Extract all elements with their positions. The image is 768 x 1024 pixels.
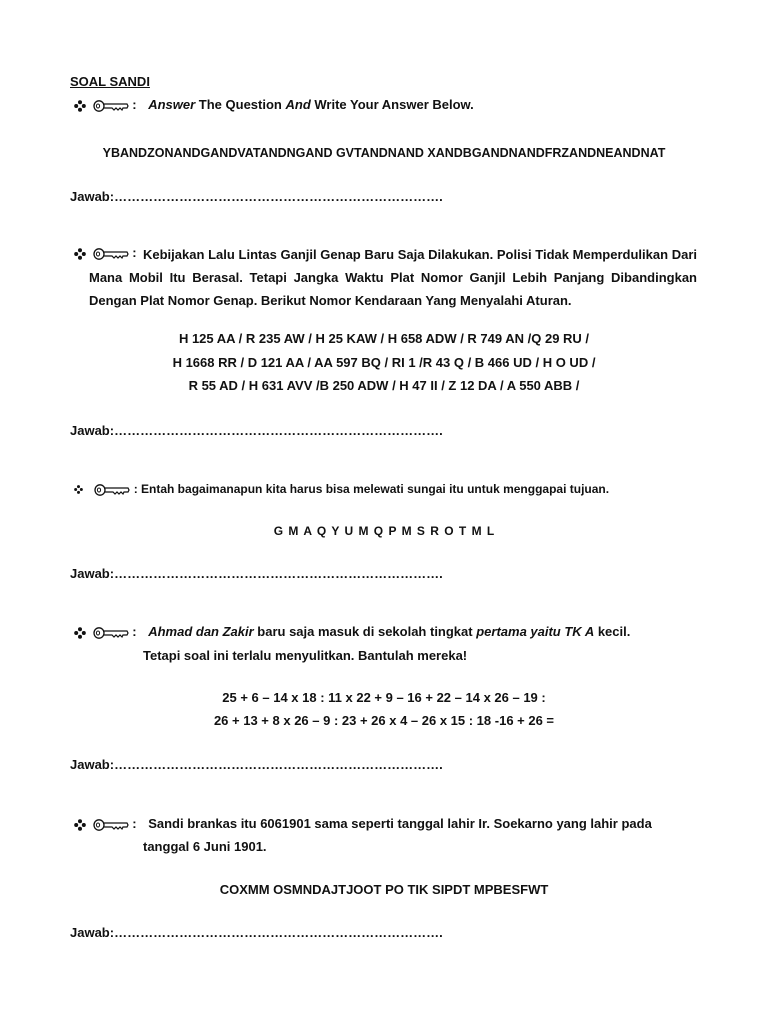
answer-line-4[interactable]: Jawab:…………………………………………………………………. [70,757,443,772]
q2-plates-line-3: R 55 AD / H 631 AVV /B 250 ADW / H 47 II / Z 12 DA / A 550 ABB / [188,378,580,393]
q5-line-2: tanggal 6 Juni 1901. [143,839,267,854]
q1-text-2: Write Your Answer Below. [310,97,474,112]
question-4-header [74,624,630,640]
colon: : [132,816,137,831]
question-3-header [74,482,609,497]
q3-text: : Entah bagaimanapun kita harus bisa melewati sungai itu untuk menggapai tujuan. [133,482,610,496]
q4-math-line-2: 26 + 13 + 8 x 26 – 9 : 23 + 26 x 4 – 26 x 15 : 18 -16 + 26 = [213,713,555,728]
q1-italic-and: And [285,97,311,112]
q2-plates-line-2: H 1668 RR / D 121 AA / AA 597 BQ / RI 1 /R 43 Q / B 466 UD / H O UD / [172,355,596,370]
key-icon [93,626,129,640]
q4-text-1: baru saja masuk di sekolah tingkat [253,624,477,639]
answer-line-2[interactable]: Jawab:…………………………………………………………………. [70,423,443,438]
diamond-bullet-icon [74,248,86,260]
diamond-bullet-icon [74,485,83,494]
q4-italic-names: Ahmad dan Zakir [148,624,254,639]
answer-line-3[interactable]: Jawab:…………………………………………………………………. [70,566,443,581]
diamond-bullet-icon [74,100,86,112]
q2-text: Kebijakan Lalu Lintas Ganjil Genap Baru Saja Dilakukan. Polisi Tidak Memperdulikan Dari Mana Mobil Itu Berasal. Tetapi Jangka Waktu Plat Nomor Ganjil Lebih Panjang Dibandingkan Dengan Plat Nomor Genap. Berikut Nomor Kendaraan Yang Menyalahi Aturan. [89,247,697,308]
diamond-bullet-icon [74,627,86,639]
q5-cipher: COXMM OSMNDAJTJOOT PO TIK SIPDT MPBESFWT [219,882,549,897]
q4-line-2: Tetapi soal ini terlalu menyulitkan. Bantulah mereka! [143,648,468,663]
colon: : [132,245,137,260]
q1-italic-answer: Answer [148,97,196,112]
key-icon [94,483,130,497]
q4-italic-school: pertama yaitu TK A [476,624,595,639]
q1-text-1: The Question [195,97,286,112]
answer-line-1[interactable]: Jawab:…………………………………………………………………. [70,189,443,204]
question-5-header [74,816,652,832]
answer-line-5[interactable]: Jawab:…………………………………………………………………. [70,925,443,940]
q4-text-2: kecil. [594,624,631,639]
diamond-bullet-icon [74,819,86,831]
key-icon [93,99,129,113]
key-icon [93,818,129,832]
page-title: SOAL SANDI [70,74,150,89]
colon: : [132,97,137,112]
q2-plates-line-1: H 125 AA / R 235 AW / H 25 KAW / H 658 ADW / R 749 AN /Q 29 RU / [178,331,590,346]
q1-cipher: YBANDZONANDGANDVATANDNGAND GVTANDNAND XANDBGANDNANDFRZANDNEANDNAT [102,146,666,160]
q3-cipher: G M A Q Y U M Q P M S R O T M L [273,524,495,538]
q5-line-1: Sandi brankas itu 6061901 sama seperti tanggal lahir Ir. Soekarno yang lahir pada [148,816,652,831]
q4-math-line-1: 25 + 6 – 14 x 18 : 11 x 22 + 9 – 16 + 22 – 14 x 26 – 19 : [222,690,546,705]
colon: : [132,624,137,639]
question-1-header [74,97,474,113]
